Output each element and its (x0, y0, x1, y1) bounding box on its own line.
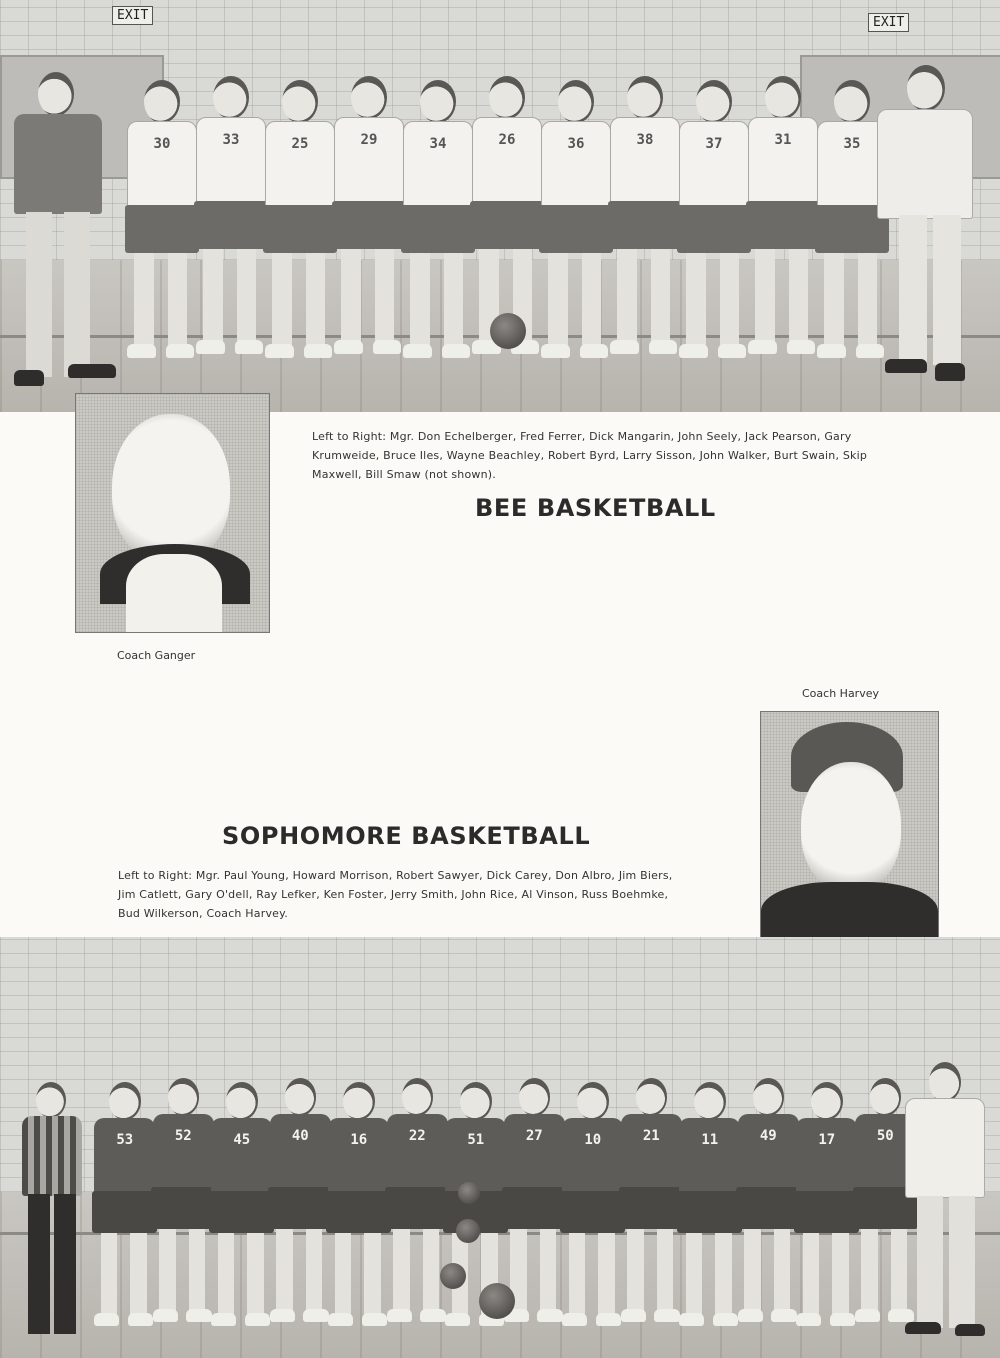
coach-harvey-label: Coach Harvey (802, 687, 879, 700)
coach-ganger-label: Coach Ganger (117, 649, 196, 662)
jersey-number: 34 (403, 121, 473, 207)
jersey-number: 40 (270, 1114, 331, 1190)
jersey-number: 26 (472, 117, 542, 203)
jersey-number: 27 (504, 1114, 565, 1190)
jersey-number: 52 (153, 1114, 214, 1190)
team-manager (8, 72, 108, 392)
sophomore-team-photo (0, 937, 1000, 1358)
jersey-number: 53 (94, 1118, 155, 1194)
jersey-number: 51 (445, 1118, 506, 1194)
jersey-number: 49 (738, 1114, 799, 1190)
coach-harvey-portrait (760, 711, 939, 955)
jersey-number: 22 (387, 1114, 448, 1190)
exit-sign: EXIT (868, 13, 909, 32)
team-manager (22, 1082, 84, 1342)
jersey-number: 17 (796, 1118, 857, 1194)
jersey-number: 50 (855, 1114, 916, 1190)
jersey-number: 38 (610, 117, 680, 203)
jersey-number: 35 (817, 121, 887, 207)
jersey-number: 29 (334, 117, 404, 203)
jersey-number: 16 (328, 1118, 389, 1194)
team-coach (875, 65, 975, 387)
basketball (440, 1263, 466, 1289)
basketball (458, 1182, 480, 1204)
jersey-number: 11 (679, 1118, 740, 1194)
sophomore-heading: SOPHOMORE BASKETBALL (222, 822, 591, 850)
jersey-number: 45 (211, 1118, 272, 1194)
team-coach (905, 1062, 987, 1342)
jersey-number: 37 (679, 121, 749, 207)
jersey-number: 30 (127, 121, 197, 207)
basketball (456, 1219, 480, 1243)
exit-sign: EXIT (112, 6, 153, 25)
jersey-number: 36 (541, 121, 611, 207)
coach-ganger-portrait (75, 393, 270, 633)
bee-heading: BEE BASKETBALL (475, 494, 716, 522)
jersey-number: 21 (621, 1114, 682, 1190)
basketball (479, 1283, 515, 1319)
jersey-number: 31 (748, 117, 818, 203)
jersey-number: 25 (265, 121, 335, 207)
sophomore-caption: Left to Right: Mgr. Paul Young, Howard Morrison, Robert Sawyer, Dick Carey, Don Albro, Jim Biers, Jim Catlett, Gary O'dell, Ray Lefker, Ken Foster, Jerry Smith, John Rice, Al Vinson, Russ Boehmke, Bud Wilkerson, Coach Harvey. (118, 869, 673, 920)
bee-caption: Left to Right: Mgr. Don Echelberger, Fred Ferrer, Dick Mangarin, John Seely, Jack Pearson, Gary Krumweide, Bruce Iles, Wayne Beachley, Robert Byrd, Larry Sisson, John Walker, Burt Swain, Skip Maxwell, Bill Smaw (not shown). (312, 430, 868, 481)
basketball (490, 313, 526, 349)
bee-team-photo (0, 0, 1000, 412)
jersey-number: 10 (562, 1118, 623, 1194)
jersey-number: 33 (196, 117, 266, 203)
